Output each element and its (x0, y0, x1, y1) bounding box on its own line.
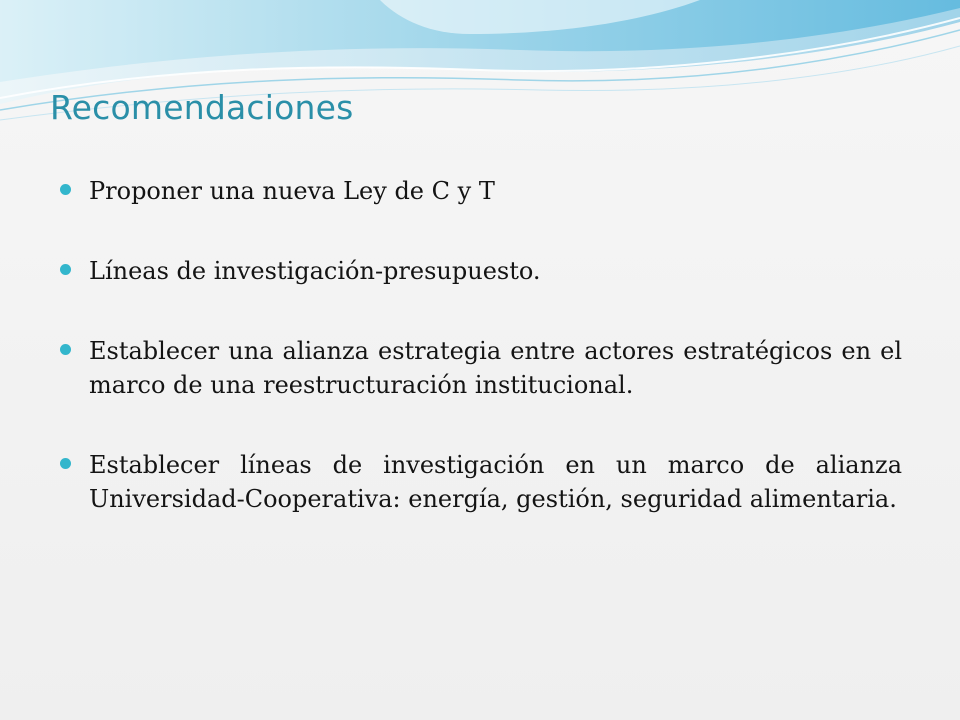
slide-title: Recomendaciones (50, 88, 354, 127)
bullet-item (60, 334, 902, 402)
bullet-dot-icon (60, 184, 71, 195)
bullet-item (60, 254, 902, 288)
bullet-text: Líneas de investigación-presupuesto. (89, 257, 541, 285)
bullet-dot-icon (60, 264, 71, 275)
bullet-dot-icon (60, 458, 71, 469)
bullet-list (60, 174, 902, 516)
bullet-text: Establecer una alianza estrategia entre actores estratégicos en el marco de una reestructuración institucional. (89, 337, 902, 399)
bullet-text: Establecer líneas de investigación en un marco de alianza Universidad-Cooperativa: energía, gestión, seguridad alimentaria. (89, 451, 902, 513)
bullet-item (60, 174, 902, 208)
bullet-text: Proponer una nueva Ley de C y T (89, 177, 495, 205)
bullet-item (60, 448, 902, 516)
bullet-dot-icon (60, 344, 71, 355)
